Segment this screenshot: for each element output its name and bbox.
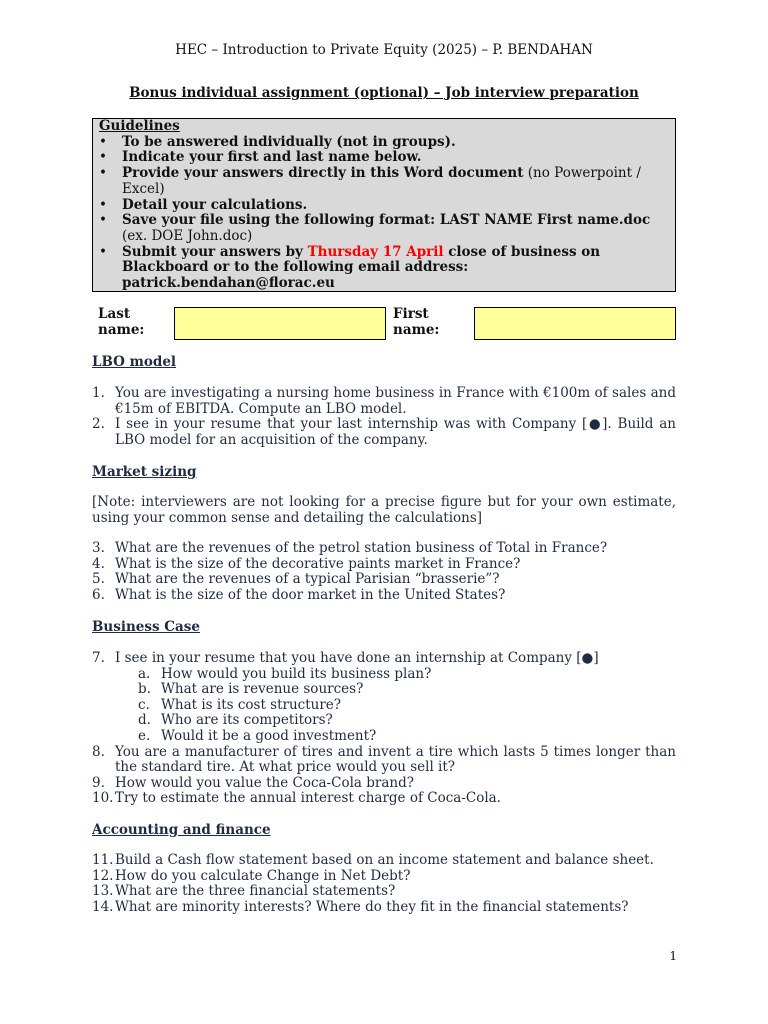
- guideline-item: • Submit your answers by Thursday 17 April close of business on Blackboard or to the following email address: patrick.bendahan@florac.eu: [99, 245, 669, 292]
- sub-question-item: c. What is its cost structure?: [138, 696, 342, 713]
- deadline-date: Thursday 17 April: [307, 243, 444, 260]
- sub-question-item: b. What are is revenue sources?: [138, 681, 364, 698]
- assignment-title: Bonus individual assignment (optional) – Job interview preparation: [129, 85, 639, 101]
- accounting-questions: [92, 853, 676, 915]
- question-item: 6. What is the size of the door market in the United States?: [92, 586, 506, 603]
- guidelines-heading: Guidelines: [99, 118, 180, 134]
- first-name-label: First name:: [393, 306, 440, 338]
- question-item: 9. How would you value the Coca-Cola brand?: [92, 774, 414, 791]
- question-item: 1. You are investigating a nursing home business in France with €100m of sales and €15m of EBITDA. Compute an LBO model.: [92, 385, 676, 417]
- guideline-item: • Detail your calculations.: [99, 198, 669, 214]
- sub-question-item: a. How would you build its business plan?: [138, 665, 432, 682]
- document-header: HEC – Introduction to Private Equity (2025) – P. BENDAHAN: [175, 42, 593, 58]
- page-number: 1: [669, 949, 677, 963]
- sub-question-item: d. Who are its competitors?: [138, 712, 333, 729]
- business-questions: [92, 651, 676, 807]
- question-item: 13. What are the three financial statements?: [92, 883, 396, 900]
- question-item: 5. What are the revenues of a typical Parisian “brasserie”?: [92, 571, 500, 588]
- section-heading-accounting: Accounting and finance: [92, 822, 271, 838]
- note-text: [Note: interviewers are not looking for a precise figure but for your own estimate, using your common sense and detailing the calculations]: [92, 494, 676, 526]
- question-item: 7. I see in your resume that you have done an internship at Company [●]: [92, 650, 599, 666]
- guidelines-box: [92, 118, 676, 292]
- question-item: 3. What are the revenues of the petrol station business of Total in France?: [92, 540, 608, 556]
- question-item: 14. What are minority interests? Where do they fit in the financial statements?: [92, 898, 629, 915]
- question-item: 10. Try to estimate the annual interest charge of Coca-Cola.: [92, 790, 501, 807]
- sub-question-item: e. Would it be a good investment?: [138, 727, 377, 744]
- guideline-item: • Save your file using the following format: LAST NAME First name.doc (ex. DOE John.doc): [99, 213, 669, 244]
- question-item: 12. How do you calculate Change in Net Debt?: [92, 867, 411, 884]
- question-item: 8. You are a manufacturer of tires and invent a tire which lasts 5 times longer than the standard tire. At what price would you sell it?: [92, 743, 676, 776]
- question-item: 2. I see in your resume that your last internship was with Company [●]. Build an LBO model for an acquisition of the company.: [92, 416, 676, 448]
- market-questions: [92, 541, 676, 603]
- guideline-item: • Indicate your first and last name below.: [99, 150, 669, 166]
- market-note: [92, 495, 676, 526]
- section-heading-lbo: LBO model: [92, 354, 177, 370]
- last-name-label: Last name:: [98, 306, 145, 338]
- lbo-questions: [92, 386, 676, 448]
- question-item: 11. Build a Cash flow statement based on an income statement and balance sheet.: [92, 852, 654, 868]
- question-item: 4. What is the size of the decorative paints market in France?: [92, 555, 521, 572]
- guidelines-list: [99, 135, 669, 292]
- last-name-field[interactable]: [174, 307, 386, 340]
- guideline-item: • To be answered individually (not in groups).: [99, 135, 669, 151]
- section-heading-market: Market sizing: [92, 464, 197, 480]
- first-name-field[interactable]: [474, 307, 676, 340]
- section-heading-business: Business Case: [92, 619, 200, 635]
- guideline-item: • Provide your answers directly in this Word document (no Powerpoint / Excel): [99, 166, 669, 197]
